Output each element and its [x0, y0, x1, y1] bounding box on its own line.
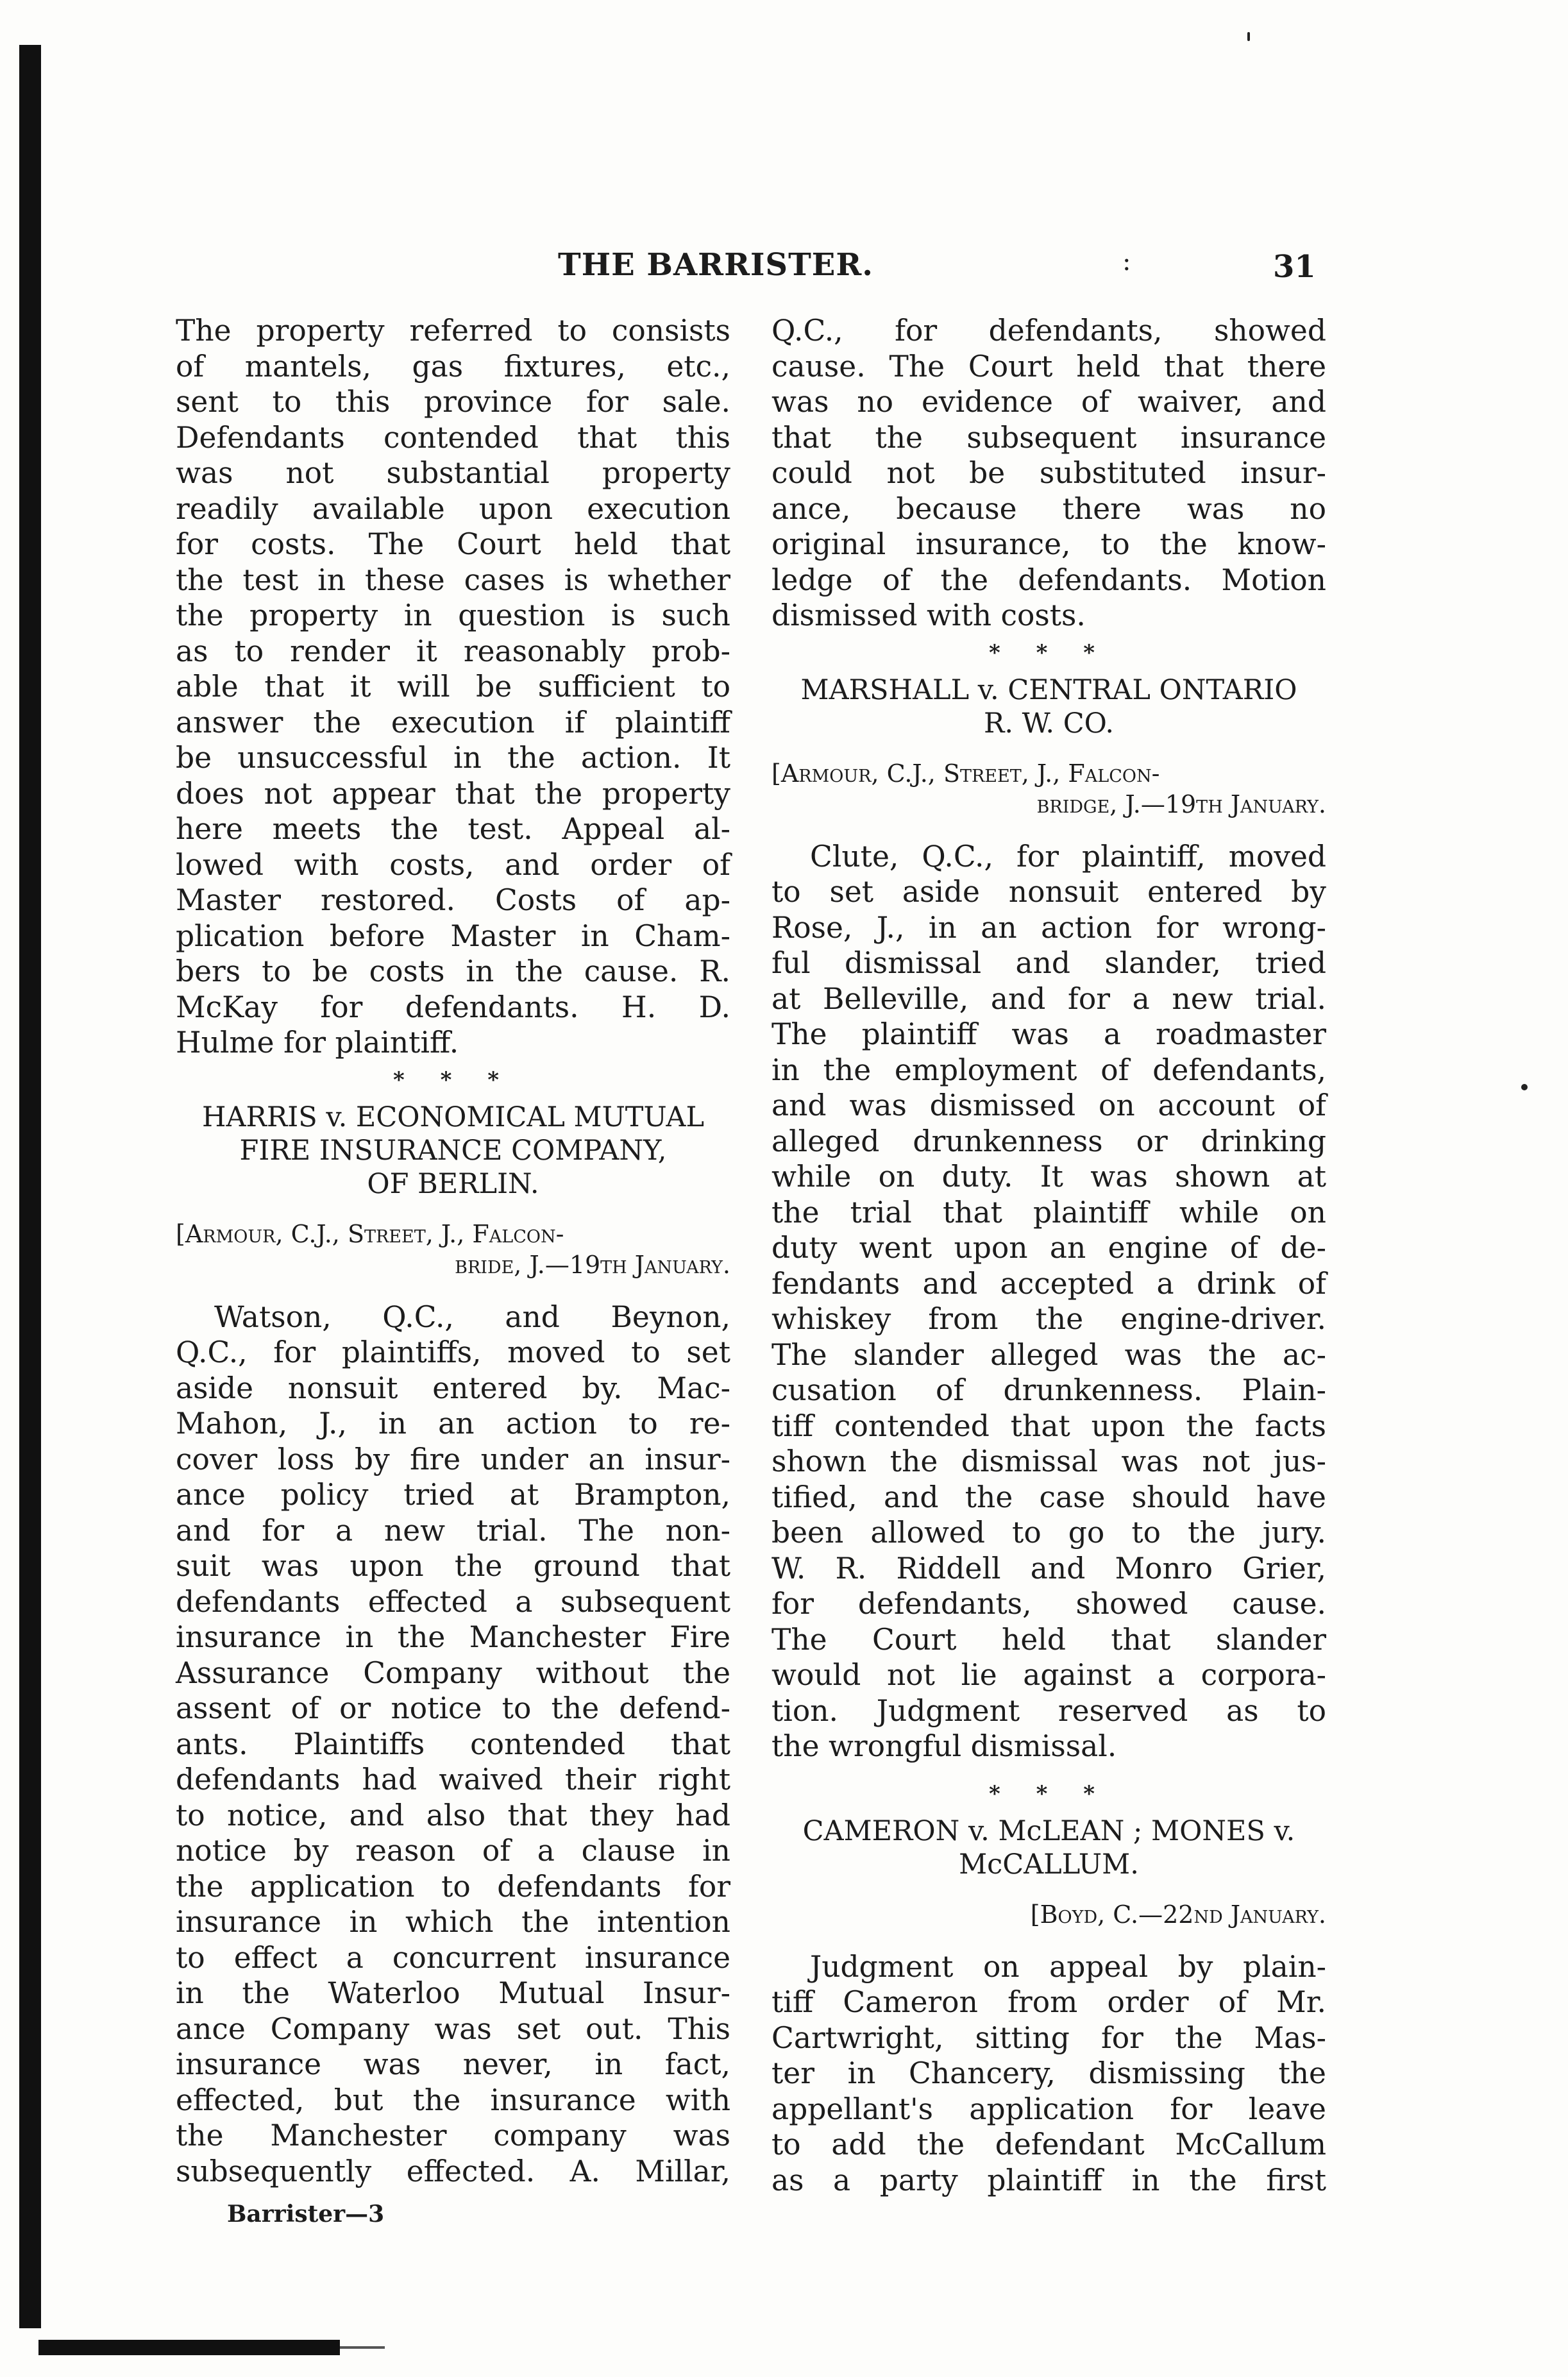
text-line: ledge of the defendants. Motion	[771, 563, 1326, 597]
text-line: dismissed with costs.	[771, 598, 1086, 632]
text-line: tion. Judgment reserved as to	[771, 1693, 1326, 1728]
case-title	[176, 1101, 730, 1201]
text-line: readily available upon execution	[176, 491, 730, 526]
case-paragraph	[771, 839, 1326, 1764]
text-line: aside nonsuit entered by. Mac-	[176, 1371, 730, 1405]
text-line: tiff Cameron from order of Mr.	[771, 1985, 1326, 2019]
text-line: the application to defendants for	[176, 1869, 730, 1904]
text-line: would not lie against a corpora-	[771, 1658, 1326, 1692]
text-line: the property in question is such	[176, 598, 730, 632]
case-title-line: OF BERLIN.	[367, 1167, 539, 1200]
text-line: been allowed to go to the jury.	[771, 1516, 1326, 1550]
running-head-mark: :	[1122, 247, 1131, 276]
text-line: W. R. Riddell and Monro Grier,	[771, 1551, 1326, 1586]
text-line: Clute, Q.C., for plaintiff, moved	[810, 839, 1326, 874]
text-line: and was dismissed on account of	[771, 1088, 1326, 1122]
bench-citation	[771, 1899, 1326, 1930]
text-line: original insurance, to the know-	[771, 527, 1326, 561]
text-line: Judgment on appeal by plain-	[810, 1949, 1326, 1984]
text-line: could not be substituted insur-	[771, 456, 1326, 490]
text-line: defendants had waived their right	[176, 1763, 730, 1797]
text-line: insurance in the Manchester Fire	[176, 1620, 730, 1654]
text-line: Hulme for plaintiff.	[176, 1026, 459, 1060]
text-line: Q.C., for defendants, showed	[771, 314, 1326, 348]
text-line: to add the defendant McCallum	[771, 2127, 1326, 2161]
text-line: plication before Master in Cham-	[176, 918, 730, 953]
text-line: in the Waterloo Mutual Insur-	[176, 1976, 730, 2010]
bench-line: [Armour, C.J., Street, J., Falcon-	[771, 759, 1160, 788]
text-line: the trial that plaintiff while on	[771, 1195, 1326, 1230]
paragraph-continued	[771, 313, 1326, 634]
text-line: insurance in which the intention	[176, 1905, 730, 1939]
text-line: suit was upon the ground that	[176, 1549, 730, 1583]
text-line: ter in Chancery, dismissing the	[771, 2056, 1326, 2090]
text-line: here meets the test. Appeal al-	[176, 812, 730, 846]
case-title	[771, 1814, 1326, 1881]
text-line: cusation of drunkenness. Plain-	[771, 1373, 1326, 1407]
case-title-line: MARSHALL v. CENTRAL ONTARIO	[800, 673, 1297, 706]
text-line: the wrongful dismissal.	[771, 1729, 1117, 1763]
case-paragraph	[176, 1299, 730, 2190]
text-line: the Manchester company was	[176, 2119, 730, 2153]
text-line: be unsuccessful in the action. It	[176, 741, 730, 775]
text-line: was no evidence of waiver, and	[771, 385, 1326, 419]
scan-bottom-rule-tail	[340, 2346, 385, 2349]
case-title-line: McCALLUM.	[959, 1848, 1139, 1881]
text-line: answer the execution if plaintiff	[176, 705, 730, 740]
scan-page-edge	[19, 45, 41, 2328]
text-line: alleged drunkenness or drinking	[771, 1124, 1326, 1158]
scan-speck	[1521, 1084, 1528, 1090]
text-line: tified, and the case should have	[771, 1480, 1326, 1514]
text-line: McKay for defendants. H. D.	[176, 990, 730, 1024]
scan-speck	[1247, 32, 1250, 41]
case-title-line: CAMERON v. McLEAN ; MONES v.	[802, 1814, 1295, 1847]
case-paragraph	[771, 1949, 1326, 2199]
text-line: insurance was never, in fact,	[176, 2047, 730, 2081]
text-line: Watson, Q.C., and Beynon,	[214, 1299, 730, 1334]
text-line: in the employment of defendants,	[771, 1053, 1326, 1087]
text-line: assent of or notice to the defend-	[176, 1691, 730, 1725]
text-line: to set aside nonsuit entered by	[771, 875, 1326, 909]
text-line: effected, but the insurance with	[176, 2083, 730, 2117]
text-line: The Court held that slander	[771, 1622, 1326, 1657]
case-title-line: FIRE INSURANCE COMPANY,	[239, 1134, 667, 1167]
paragraph-continued	[176, 313, 730, 1061]
text-line: Assurance Company without the	[176, 1655, 730, 1690]
text-line: whiskey from the engine-driver.	[771, 1302, 1326, 1336]
text-line: defendants effected a subsequent	[176, 1584, 730, 1619]
text-line: at Belleville, and for a new trial.	[771, 981, 1326, 1016]
text-line: to effect a concurrent insurance	[176, 1940, 730, 1975]
text-line: duty went upon an engine of de-	[771, 1231, 1326, 1265]
bench-line: [Armour, C.J., Street, J., Falcon-	[176, 1219, 564, 1248]
section-separator-stars: * * *	[988, 1781, 1109, 1807]
text-line: appellant's application for leave	[771, 2092, 1326, 2126]
text-line: subsequently effected. A. Millar,	[176, 2154, 730, 2188]
text-line: of mantels, gas fixtures, etc.,	[176, 349, 730, 384]
text-line: Q.C., for plaintiffs, moved to set	[176, 1335, 730, 1369]
text-line: sent to this province for sale.	[176, 385, 730, 419]
section-separator-stars: * * *	[988, 639, 1109, 666]
text-line: cause. The Court held that there	[771, 349, 1326, 384]
bench-citation	[771, 758, 1326, 820]
text-line: that the subsequent insurance	[771, 420, 1326, 455]
right-column	[771, 313, 1326, 2198]
text-line: as to render it reasonably prob-	[176, 634, 730, 668]
case-title-line: HARRIS v. ECONOMICAL MUTUAL	[201, 1101, 705, 1133]
text-line: and for a new trial. The non-	[176, 1513, 730, 1548]
bench-citation	[176, 1219, 730, 1280]
running-head: THE BARRISTER.	[558, 247, 873, 283]
text-line: cover loss by fire under an insur-	[176, 1442, 730, 1476]
text-line: Cartwright, sitting for the Mas-	[771, 2020, 1326, 2055]
scan-bottom-rule	[38, 2340, 340, 2355]
text-line: does not appear that the property	[176, 776, 730, 811]
bench-line: bridge, J.—19th January.	[1036, 790, 1326, 818]
text-line: tiff contended that upon the facts	[771, 1408, 1326, 1443]
text-line: for costs. The Court held that	[176, 527, 730, 561]
signature-mark: Barrister—3	[227, 2201, 385, 2228]
text-line: while on duty. It was shown at	[771, 1160, 1326, 1194]
text-line: ance policy tried at Brampton,	[176, 1478, 730, 1512]
text-line: was not substantial property	[176, 456, 730, 490]
text-line: Defendants contended that this	[176, 420, 730, 455]
text-line: ance Company was set out. This	[176, 2011, 730, 2046]
text-line: for defendants, showed cause.	[771, 1587, 1326, 1621]
text-line: bers to be costs in the cause. R.	[176, 954, 730, 988]
case-title	[771, 673, 1326, 740]
text-line: able that it will be sufficient to	[176, 670, 730, 704]
text-line: ful dismissal and slander, tried	[771, 946, 1326, 980]
text-line: Rose, J., in an action for wrong-	[771, 910, 1326, 945]
text-line: fendants and accepted a drink of	[771, 1266, 1326, 1301]
bench-line: [Boyd, C.—22nd January.	[1030, 1900, 1326, 1929]
text-line: ance, because there was no	[771, 491, 1326, 526]
text-line: Mahon, J., in an action to re-	[176, 1407, 730, 1441]
text-line: as a party plaintiff in the first	[771, 2163, 1326, 2197]
text-line: shown the dismissal was not jus-	[771, 1444, 1326, 1478]
text-line: ants. Plaintiffs contended that	[176, 1727, 730, 1761]
text-line: The property referred to consists	[176, 314, 730, 348]
text-line: the test in these cases is whether	[176, 563, 730, 597]
text-line: Master restored. Costs of ap-	[176, 883, 730, 917]
case-title-line: R. W. CO.	[983, 707, 1115, 740]
text-line: The plaintiff was a roadmaster	[771, 1017, 1326, 1051]
text-line: The slander alleged was the ac-	[771, 1337, 1326, 1372]
text-line: lowed with costs, and order of	[176, 847, 730, 882]
text-line: notice by reason of a clause in	[176, 1834, 730, 1868]
left-column	[176, 313, 730, 2233]
bench-line: bride, J.—19th January.	[455, 1250, 730, 1279]
section-separator-stars: * * *	[392, 1067, 513, 1093]
page-number: 31	[1273, 249, 1316, 285]
text-line: to notice, and also that they had	[176, 1798, 730, 1832]
